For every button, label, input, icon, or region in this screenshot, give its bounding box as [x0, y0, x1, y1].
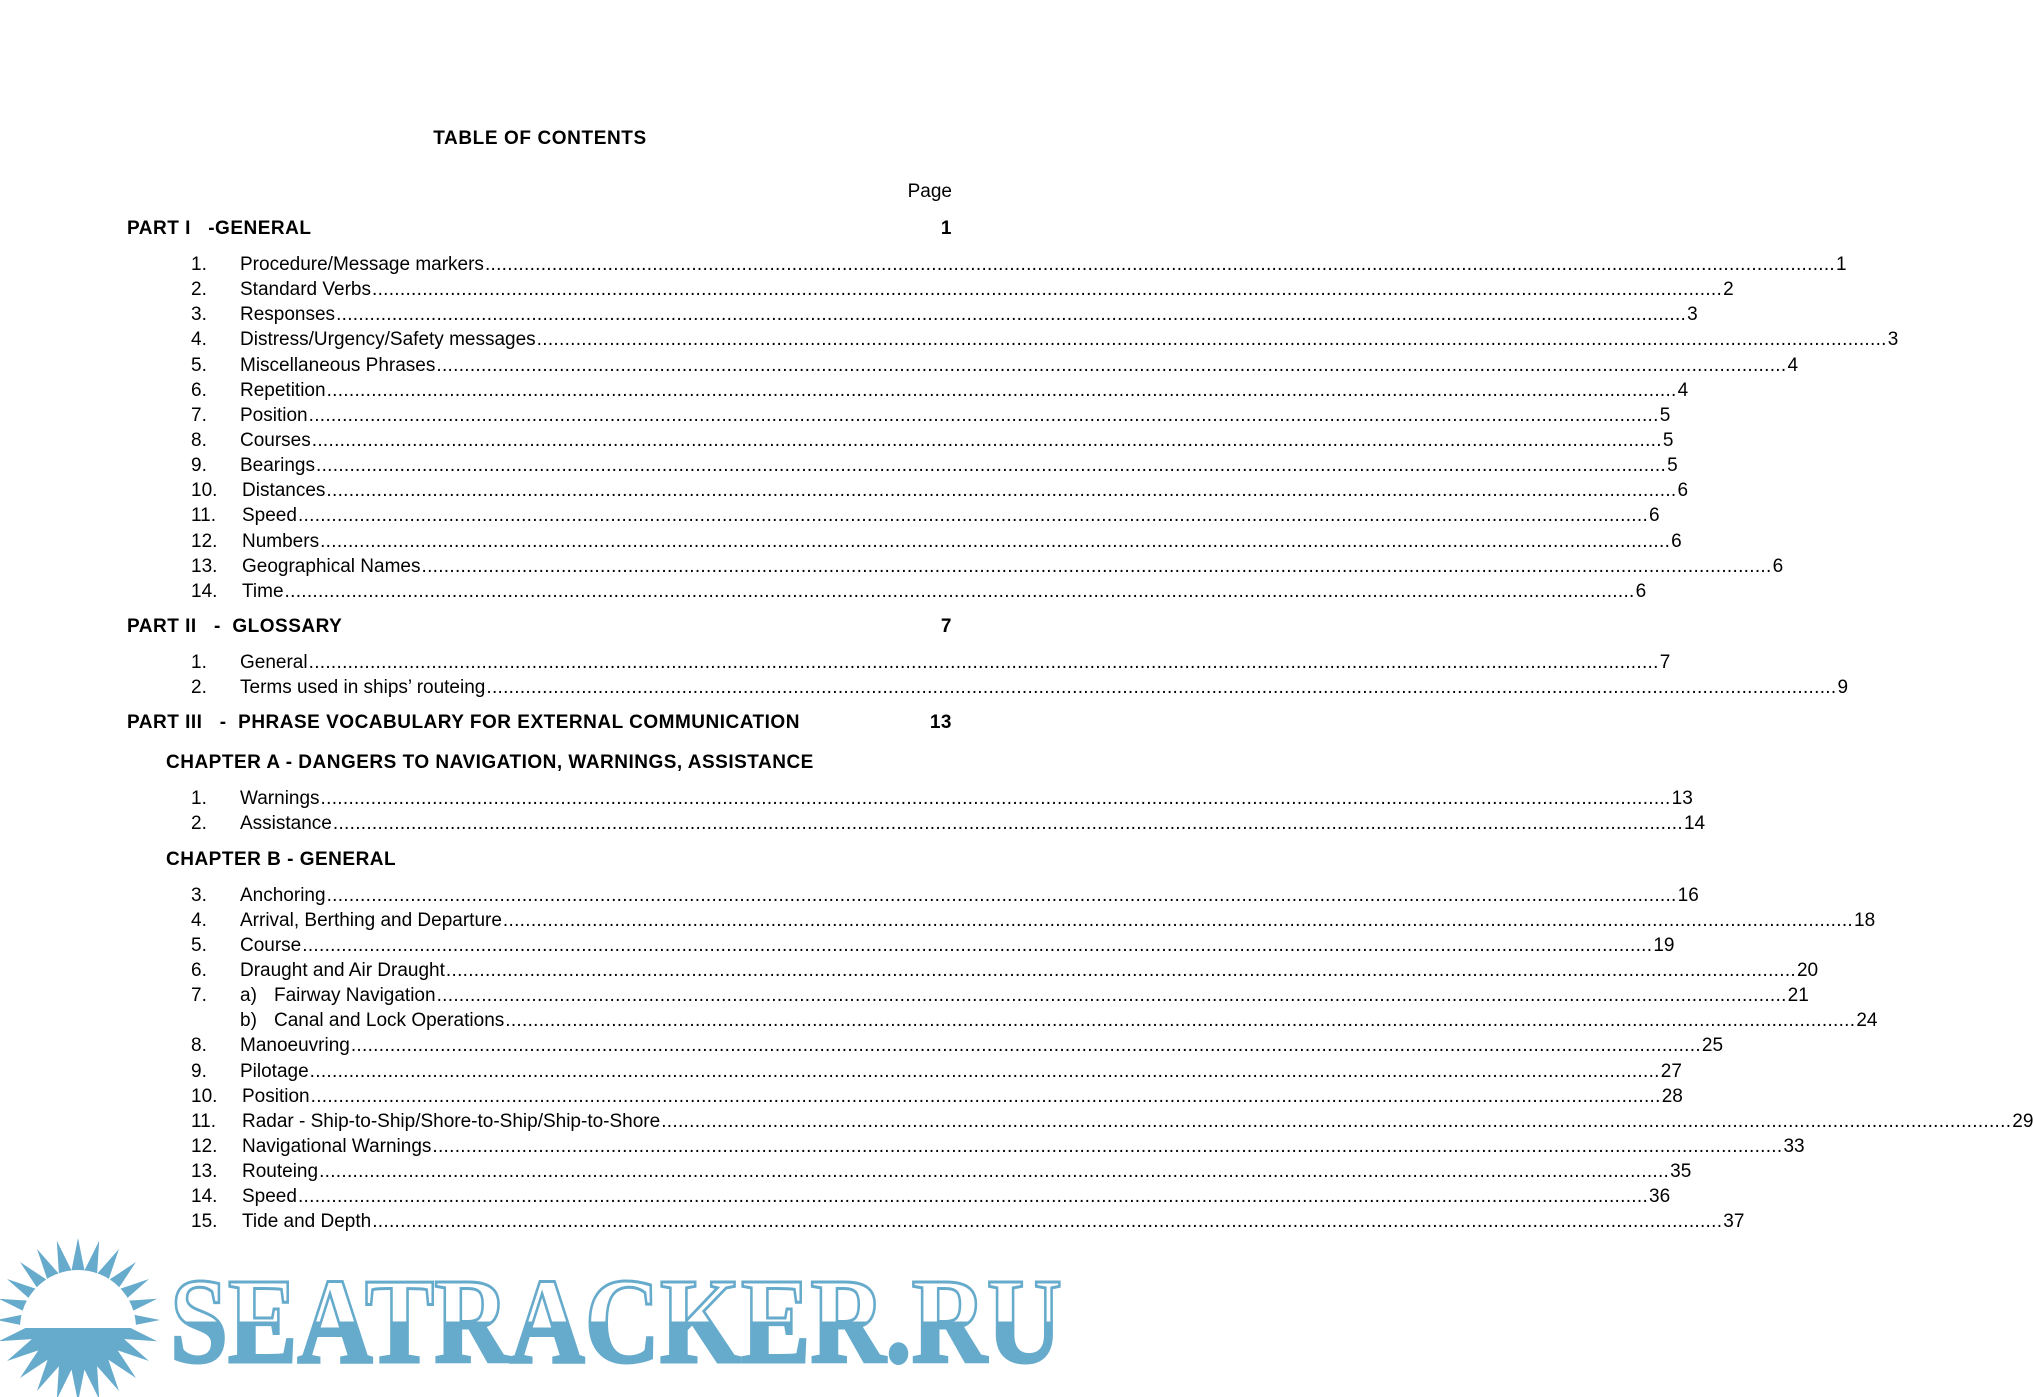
dot-leader: [298, 503, 1648, 528]
entry-page-number: 6: [1649, 505, 1660, 527]
entry-page-number: 3: [1887, 329, 1899, 351]
entry-title: Tide and Depth: [242, 1211, 372, 1233]
entry-title: Responses: [240, 304, 336, 326]
entry-page-number: 27: [1660, 1060, 1682, 1082]
entry-number: 14.: [191, 1186, 218, 1208]
dot-leader: [485, 252, 1835, 277]
entry-page-number: 19: [1653, 934, 1675, 956]
entry-title: Repetition: [240, 379, 326, 401]
entry-page-number: 5: [1662, 429, 1674, 451]
part-title: GENERAL: [215, 218, 312, 239]
part-page-number: 1: [940, 218, 952, 239]
entry-title: Terms used in ships’ routeing: [240, 677, 486, 699]
entry-number: 7.: [191, 404, 207, 426]
toc-entry[interactable]: [127, 650, 1671, 675]
dot-leader: [316, 453, 1666, 478]
entry-page-number: 7: [1659, 651, 1671, 673]
spacer: [127, 736, 952, 750]
toc-entry[interactable]: [127, 503, 1660, 528]
dot-leader: [661, 1109, 2011, 1134]
entry-number: 6.: [191, 959, 207, 981]
entry-title: Distress/Urgency/Safety messages: [240, 329, 536, 351]
entry-title: General: [240, 651, 308, 673]
entry-title: Position: [240, 404, 308, 426]
entry-number: 11.: [191, 505, 217, 527]
dot-leader: [320, 529, 1670, 554]
entry-page-number: 24: [1856, 1010, 1878, 1032]
entry-page-number: 5: [1659, 404, 1671, 426]
entry-title: Position: [242, 1085, 310, 1107]
entry-number: 15.: [191, 1211, 218, 1233]
part-label: PART I -: [127, 218, 216, 239]
toc-entry[interactable]: [127, 1209, 1745, 1234]
dot-leader: [351, 1033, 1701, 1058]
entry-number: 4.: [191, 329, 207, 351]
entry-title: Radar - Ship-to-Ship/Shore-to-Ship/Ship-to-Shore: [242, 1110, 661, 1132]
entry-number: 8.: [191, 1035, 207, 1057]
toc-entry[interactable]: [127, 883, 1699, 908]
entry-title: Miscellaneous Phrases: [240, 354, 436, 376]
dot-leader: [312, 428, 1662, 453]
toc-part-heading[interactable]: [127, 216, 952, 242]
toc-entry[interactable]: [127, 529, 1682, 554]
entry-title: Course: [240, 934, 302, 956]
entry-number: 1.: [191, 651, 207, 673]
entry-title: Numbers: [242, 530, 320, 552]
entry-title: Manoeuvring: [240, 1035, 350, 1057]
entry-page-number: 33: [1783, 1135, 1805, 1157]
toc-entry[interactable]: [127, 933, 1675, 958]
toc-entry[interactable]: [127, 353, 1799, 378]
entry-title: Routeing: [242, 1161, 319, 1183]
dot-leader: [336, 302, 1686, 327]
entry-page-number: 4: [1787, 354, 1799, 376]
toc-entry[interactable]: [127, 378, 1689, 403]
entry-number: 14.: [191, 580, 218, 602]
entry-sub-letter: a): [240, 985, 257, 1007]
entry-page-number: 6: [1677, 480, 1689, 502]
toc-entry[interactable]: [127, 579, 1647, 604]
entry-number: 7.: [191, 985, 207, 1007]
entry-title: Fairway Navigation: [274, 985, 436, 1007]
toc-entry[interactable]: [127, 252, 1847, 277]
dot-leader: [298, 1184, 1648, 1209]
entry-number: 4.: [191, 909, 207, 931]
watermark-text: SEATRACKER.RU: [170, 1254, 1062, 1389]
entry-title: Warnings: [240, 788, 320, 810]
entry-number: 13.: [191, 1161, 218, 1183]
entry-number: 12.: [191, 530, 218, 552]
toc-part-section: [127, 710, 2033, 1234]
entry-number: 8.: [191, 429, 207, 451]
entry-page-number: 6: [1671, 530, 1682, 552]
entry-page-number: 2: [1723, 279, 1734, 301]
dot-leader: [505, 1008, 1855, 1033]
dot-leader: [327, 883, 1677, 908]
entry-number: 10.: [191, 480, 218, 502]
part-page-number: 7: [940, 615, 952, 637]
entry-title: Draught and Air Draught: [240, 959, 445, 981]
entry-page-number: 1: [1836, 254, 1847, 275]
entry-title: Geographical Names: [242, 555, 421, 577]
entry-page-number: 37: [1723, 1211, 1745, 1233]
toc-entry[interactable]: [127, 1033, 1724, 1058]
dot-leader: [421, 554, 1771, 579]
toc-item-list: [127, 252, 1899, 604]
part-label: PART III -: [127, 712, 239, 734]
entry-number: 6.: [191, 379, 207, 401]
dot-leader: [302, 933, 1652, 958]
entry-title: Standard Verbs: [240, 279, 371, 301]
entry-page-number: 6: [1635, 580, 1647, 602]
toc-entry[interactable]: [127, 675, 1849, 700]
entry-number: 5.: [191, 934, 207, 956]
toc-entry[interactable]: [127, 958, 1819, 983]
toc-entry[interactable]: [127, 302, 1698, 327]
toc-entry[interactable]: [127, 908, 1876, 933]
toc-entry[interactable]: [127, 1159, 1692, 1184]
toc-item-list: [127, 650, 1849, 700]
entry-number: 2.: [191, 677, 207, 699]
entry-page-number: 14: [1683, 813, 1706, 835]
toc-chapter-heading: CHAPTER B - GENERAL: [166, 848, 397, 870]
entry-number: 3.: [191, 884, 207, 906]
dot-leader: [327, 378, 1677, 403]
entry-title: Canal and Lock Operations: [274, 1010, 505, 1032]
dot-leader: [309, 403, 1659, 428]
toc-entry[interactable]: [127, 1109, 2033, 1134]
entry-number: 1.: [191, 254, 207, 275]
entry-number: 10.: [191, 1085, 218, 1107]
dot-leader: [285, 579, 1635, 604]
dot-leader: [310, 1059, 1660, 1084]
seatracker-watermark-logo: [0, 1238, 1080, 1397]
entry-page-number: 25: [1701, 1035, 1724, 1057]
toc-entry[interactable]: [127, 983, 1809, 1008]
entry-title: Pilotage: [240, 1060, 309, 1082]
entry-number: 13.: [191, 555, 218, 577]
entry-page-number: 36: [1649, 1186, 1671, 1208]
entry-page-number: 6: [1772, 555, 1784, 577]
toc-entry[interactable]: [127, 554, 1784, 579]
dot-leader: [436, 353, 1786, 378]
entry-title: Speed: [242, 1186, 297, 1208]
entry-title: Anchoring: [240, 884, 326, 906]
page-column-header: Page: [907, 181, 952, 202]
entry-page-number: 3: [1687, 304, 1698, 326]
entry-page-number: 4: [1677, 379, 1689, 401]
part-page-number: 13: [929, 712, 952, 734]
entry-page-number: 9: [1837, 677, 1849, 699]
page-title: TABLE OF CONTENTS: [433, 128, 647, 149]
dot-leader: [503, 908, 1853, 933]
toc-entry[interactable]: [127, 786, 1693, 811]
dot-leader: [432, 1134, 1782, 1159]
entry-page-number: 16: [1677, 884, 1699, 906]
entry-page-number: 13: [1671, 788, 1693, 810]
sun-icon: [0, 1238, 160, 1397]
toc-entry[interactable]: [127, 1059, 1682, 1084]
toc-entry[interactable]: [127, 277, 1734, 302]
dot-leader: [326, 478, 1676, 503]
part-title: GLOSSARY: [232, 615, 343, 637]
dot-leader: [321, 786, 1671, 811]
entry-title: Courses: [240, 429, 311, 451]
entry-number: 1.: [191, 788, 207, 810]
entry-title: Speed: [242, 505, 297, 527]
dot-leader: [319, 1159, 1669, 1184]
toc-entry[interactable]: [127, 811, 1706, 836]
toc-part-section: [127, 614, 1849, 700]
dot-leader: [372, 277, 1722, 302]
entry-title: Time: [242, 580, 284, 602]
entry-page-number: 28: [1661, 1085, 1683, 1107]
entry-page-number: 5: [1667, 455, 1678, 477]
entry-title: Procedure/Message markers: [240, 254, 484, 275]
toc-item-list: [127, 786, 1706, 836]
toc-entry[interactable]: [127, 327, 1899, 352]
entry-title: Navigational Warnings: [242, 1135, 432, 1157]
entry-page-number: 21: [1787, 985, 1809, 1007]
part-label: PART II -: [127, 615, 233, 637]
entry-page-number: 20: [1796, 959, 1819, 981]
entry-number: 11.: [191, 1110, 217, 1132]
entry-number: 3.: [191, 304, 207, 326]
dot-leader: [446, 958, 1796, 983]
entry-number: 5.: [191, 354, 207, 376]
entry-number: 2.: [191, 813, 207, 835]
entry-title: Arrival, Berthing and Departure: [240, 909, 502, 931]
entry-sub-letter: b): [240, 1010, 257, 1032]
entry-title: Bearings: [240, 455, 315, 477]
dot-leader: [437, 983, 1787, 1008]
toc-entry[interactable]: [127, 428, 1674, 453]
entry-title: Distances: [242, 480, 326, 502]
toc-entry[interactable]: [127, 453, 1678, 478]
toc-item-list: [127, 883, 2033, 1235]
toc-entry[interactable]: [127, 403, 1671, 428]
dot-leader: [309, 650, 1659, 675]
toc-entry[interactable]: [127, 1184, 1671, 1209]
entry-page-number: 18: [1854, 909, 1876, 931]
toc-entry[interactable]: [127, 1084, 1683, 1109]
dot-leader: [372, 1209, 1722, 1234]
entry-number: 9.: [191, 1060, 207, 1082]
part-title: PHRASE VOCABULARY FOR EXTERNAL COMMUNICATION: [238, 712, 800, 734]
toc-part-heading[interactable]: [127, 614, 952, 640]
entry-number: 2.: [191, 279, 207, 301]
entry-title: Assistance: [240, 813, 332, 835]
dot-leader: [311, 1084, 1661, 1109]
toc-part-heading[interactable]: [127, 710, 952, 736]
toc-part-section: [127, 216, 1899, 604]
dot-leader: [486, 675, 1836, 700]
dot-leader: [333, 811, 1683, 836]
entry-number: 12.: [191, 1135, 218, 1157]
toc-entry[interactable]: [127, 478, 1689, 503]
dot-leader: [537, 327, 1887, 352]
table-of-contents: [127, 216, 2033, 1245]
entry-page-number: 29: [2012, 1110, 2033, 1132]
toc-entry[interactable]: [127, 1134, 1805, 1159]
entry-number: 9.: [191, 455, 207, 477]
toc-entry[interactable]: [127, 1008, 1878, 1033]
entry-page-number: 35: [1670, 1161, 1692, 1183]
toc-chapter-heading: CHAPTER A - DANGERS TO NAVIGATION, WARNINGS, ASSISTANCE: [166, 752, 814, 774]
